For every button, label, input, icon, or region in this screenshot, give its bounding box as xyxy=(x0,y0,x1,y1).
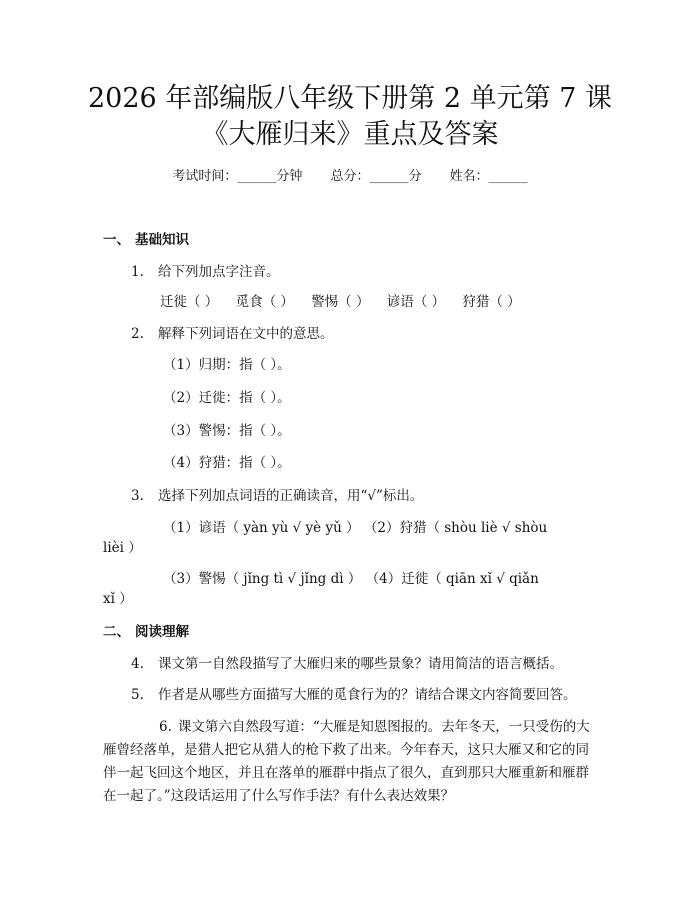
question-text: 解释下列词语在文中的意思。 xyxy=(158,326,334,342)
question-3-options-wrap: xǐ ） xyxy=(103,591,133,607)
question-3-options-line[interactable]: （3）警惕（ jǐng tì √ jǐng dì ） （4）迁徙（ qiān xǐ √ qiǎn xyxy=(163,571,539,587)
section-number: 二、 xyxy=(103,624,130,640)
question-number: 5. xyxy=(131,687,144,703)
name-field[interactable]: 姓名：______ xyxy=(449,169,528,184)
question-text: 给下列加点字注音。 xyxy=(158,264,280,280)
total-score-field[interactable]: 总分：______分 xyxy=(330,169,422,184)
section-title: 基础知识 xyxy=(135,232,189,248)
question-number: 6. xyxy=(159,719,172,735)
question-text: 作者是从哪些方面描写大雁的觅食行为的？请结合课文内容简要回答。 xyxy=(158,687,577,703)
question-3 xyxy=(131,486,423,506)
word-item[interactable]: 觅食（ ） xyxy=(235,294,294,310)
word-item[interactable]: 狩猎（ ） xyxy=(462,294,521,310)
question-6 xyxy=(103,716,591,808)
page-title-line2: 《大雁归来》重点及答案 xyxy=(201,119,499,150)
question-3-options-line[interactable]: （1）谚语（ yàn yù √ yè yǔ ） （2）狩猎（ shòu liè √ shòu xyxy=(163,520,548,536)
question-number: 4. xyxy=(131,656,144,672)
word-item[interactable]: 迁徙（ ） xyxy=(160,294,219,310)
word-item[interactable]: 谚语（ ） xyxy=(386,294,446,310)
question-1-word-list xyxy=(160,292,534,312)
question-1 xyxy=(131,262,280,282)
question-2 xyxy=(131,324,334,344)
question-5 xyxy=(131,685,577,705)
question-2-item[interactable]: （1）归期：指（ ）。 xyxy=(163,357,291,373)
question-2-item[interactable]: （4）狩猎：指（ ）。 xyxy=(163,455,291,471)
question-number: 2. xyxy=(131,326,144,342)
page-title-line1: 2026 年部编版八年级下册第 2 单元第 7 课 xyxy=(88,83,612,114)
exam-time-field[interactable]: 考试时间：______分钟 xyxy=(172,169,303,184)
section-title: 阅读理解 xyxy=(135,624,189,640)
question-text: 课文第一自然段描写了大雁归来的哪些景象？请用简洁的语言概括。 xyxy=(158,656,563,672)
question-2-item[interactable]: （3）警惕：指（ ）。 xyxy=(163,423,291,439)
exam-info-bar xyxy=(0,167,700,187)
section-heading-reading xyxy=(103,622,189,642)
question-2-item[interactable]: （2）迁徙：指（ ）。 xyxy=(163,390,291,406)
question-text: 课文第六自然段写道：“大雁是知恩图报的。去年冬天，一只受伤的大雁曾经落单，是猎人把它从猎人的枪下救了出来。今年春天，这只大雁又和它的同伴一起飞回这个地区，并且在落单的雁群中指点了很久，直到那只大雁重新和雁群在一起了。”这段话运用了什么写作手法？有什么表达效果？ xyxy=(103,719,590,804)
question-number: 1. xyxy=(131,264,144,280)
section-heading-basics xyxy=(103,230,189,250)
question-4 xyxy=(131,654,563,674)
question-3-options-wrap: lièi ） xyxy=(103,540,142,556)
word-item[interactable]: 警惕（ ） xyxy=(311,294,370,310)
question-number: 3. xyxy=(131,488,144,504)
question-text: 选择下列加点词语的正确读音，用“√”标出。 xyxy=(158,488,424,504)
section-number: 一、 xyxy=(103,232,130,248)
